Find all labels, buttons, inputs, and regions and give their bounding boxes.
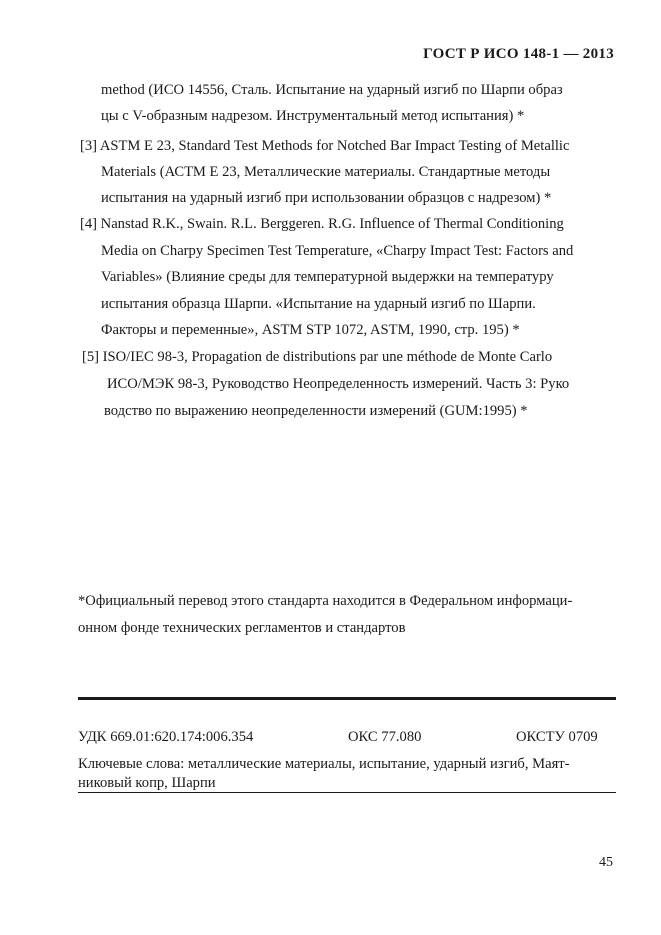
reference-3-line-1: [3] ASTM E 23, Standard Test Methods for Notched Bar Impact Testing of Metallic	[80, 138, 570, 154]
keywords-line-2: никовый копр, Шарпи	[78, 775, 216, 791]
reference-5-line-3: водство по выражению неопределенности измерений (GUM:1995) *	[104, 403, 528, 419]
section-divider	[78, 697, 616, 700]
reference-3-line-3: испытания на ударный изгиб при использовании образцов с надрезом) *	[101, 190, 552, 206]
reference-5-line-1: [5] ISO/IEC 98-3, Propagation de distributions par une méthode de Monte Carlo	[82, 349, 553, 365]
reference-4-line-4: испытания образца Шарпи. «Испытание на ударный изгиб по Шарпи.	[101, 296, 536, 312]
oks-code: ОКС 77.080	[348, 729, 422, 745]
reference-2-line-2: цы с V-образным надрезом. Инструментальный метод испытания) *	[101, 108, 525, 124]
reference-2-line-1: method (ИСО 14556, Сталь. Испытание на ударный изгиб по Шарпи образ	[101, 82, 563, 98]
keywords-line-1: Ключевые слова: металлические материалы, испытание, ударный изгиб, Маят-	[78, 756, 570, 772]
footnote-line-2: онном фонде технических регламентов и стандартов	[78, 620, 406, 636]
reference-5-line-2: ИСО/МЭК 98-3, Руководство Неопределенность измерений. Часть 3: Руко	[107, 376, 570, 392]
footnote-line-1: *Официальный перевод этого стандарта находится в Федеральном информаци-	[78, 593, 573, 609]
keywords-divider	[78, 792, 616, 793]
reference-4-line-1: [4] Nanstad R.K., Swain. R.L. Berggeren. R.G. Influence of Thermal Conditioning	[80, 216, 564, 232]
reference-4-line-5: Факторы и переменные», ASTM STP 1072, ASTM, 1990, стр. 195) *	[101, 322, 520, 338]
reference-4-line-3: Variables» (Влияние среды для температурной выдержки на температуру	[101, 269, 554, 285]
okstu-code: ОКСТУ 0709	[516, 729, 598, 745]
reference-3-line-2: Materials (АСТМ Е 23, Металлические материалы. Стандартные методы	[101, 164, 551, 180]
page-number: 45	[599, 855, 613, 870]
document-header: ГОСТ Р ИСО 148-1 — 2013	[423, 46, 614, 62]
reference-4-line-2: Media on Charpy Specimen Test Temperature, «Charpy Impact Test: Factors and	[101, 243, 574, 259]
udk-code: УДК 669.01:620.174:006.354	[78, 729, 254, 745]
